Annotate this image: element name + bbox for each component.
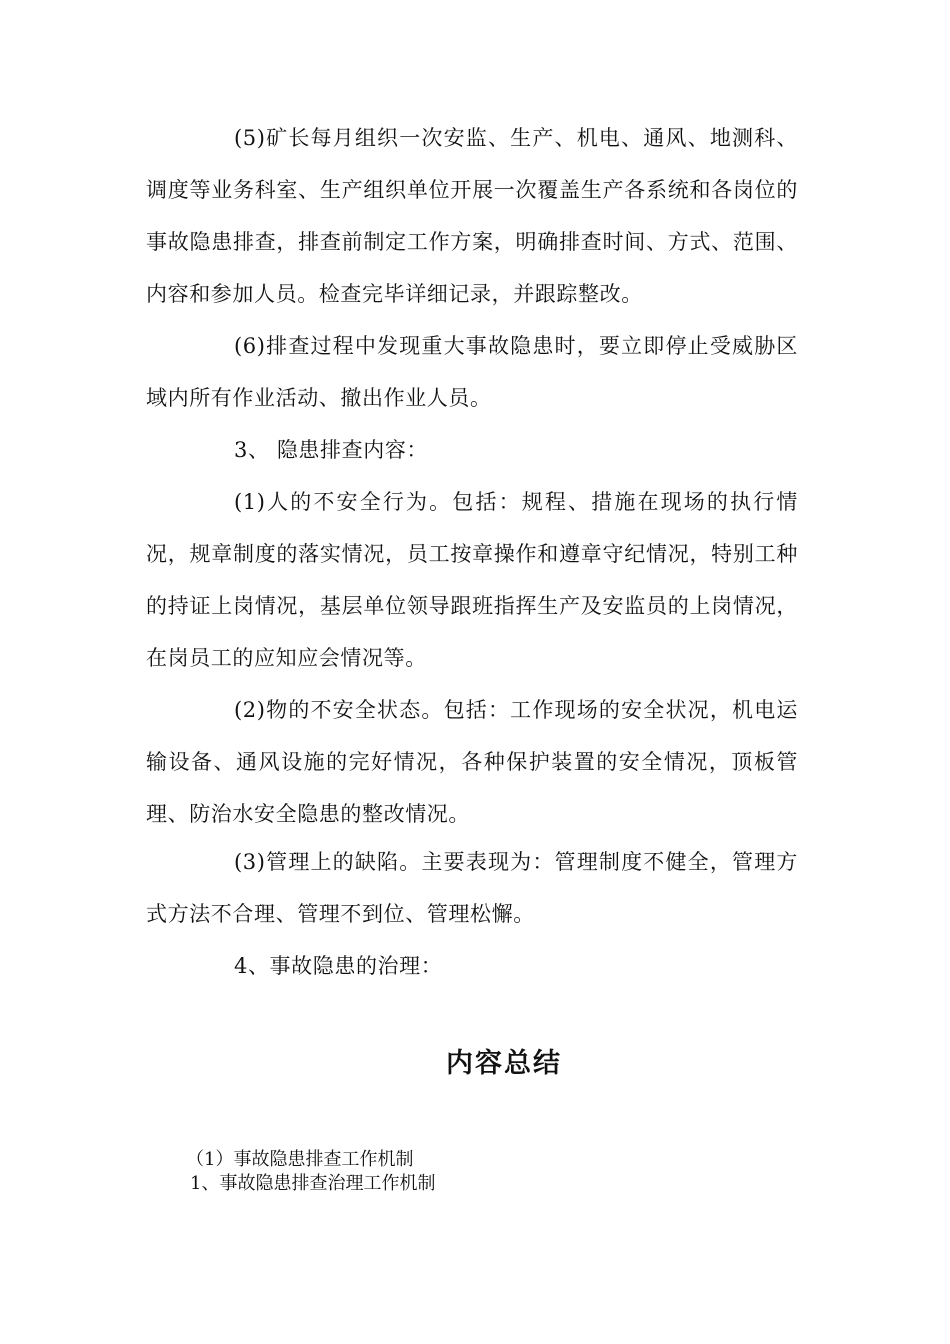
paragraph-item-5: (5)矿长每月组织一次安监、生产、机电、通风、地测科、调度等业务科室、生产组织单位开展一次覆盖生产各系统和各岗位的事故隐患排查，排查前制定工作方案，明确排查时间、方式、范围、内容和参加人员。检查完毕详细记录，并跟踪整改。 <box>146 126 798 306</box>
section-heading-4: 4、事故隐患的治理： <box>234 954 443 978</box>
summary-item-2: 1、事故隐患排查治理工作机制 <box>190 1173 436 1194</box>
paragraph-item-3: (3)管理上的缺陷。主要表现为：管理制度不健全，管理方式方法不合理、管理不到位、管理松懈。 <box>146 850 798 926</box>
paragraph-item-6: (6)排查过程中发现重大事故隐患时，要立即停止受威胁区域内所有作业活动、撤出作业人员。 <box>146 334 798 410</box>
summary-title: 内容总结 <box>446 1048 562 1079</box>
paragraph-item-1: (1)人的不安全行为。包括：规程、措施在现场的执行情况，规章制度的落实情况，员工按章操作和遵章守纪情况，特别工种的持证上岗情况，基层单位领导跟班指挥生产及安监员的上岗情况，在岗员工的应知应会情况等。 <box>146 490 798 670</box>
summary-item-1: （1）事故隐患排查工作机制 <box>186 1149 414 1170</box>
section-heading-3: 3、 隐患排查内容： <box>234 438 429 462</box>
paragraph-item-2: (2)物的不安全状态。包括：工作现场的安全状况，机电运输设备、通风设施的完好情况，各种保护装置的安全情况，顶板管理、防治水安全隐患的整改情况。 <box>146 698 798 826</box>
